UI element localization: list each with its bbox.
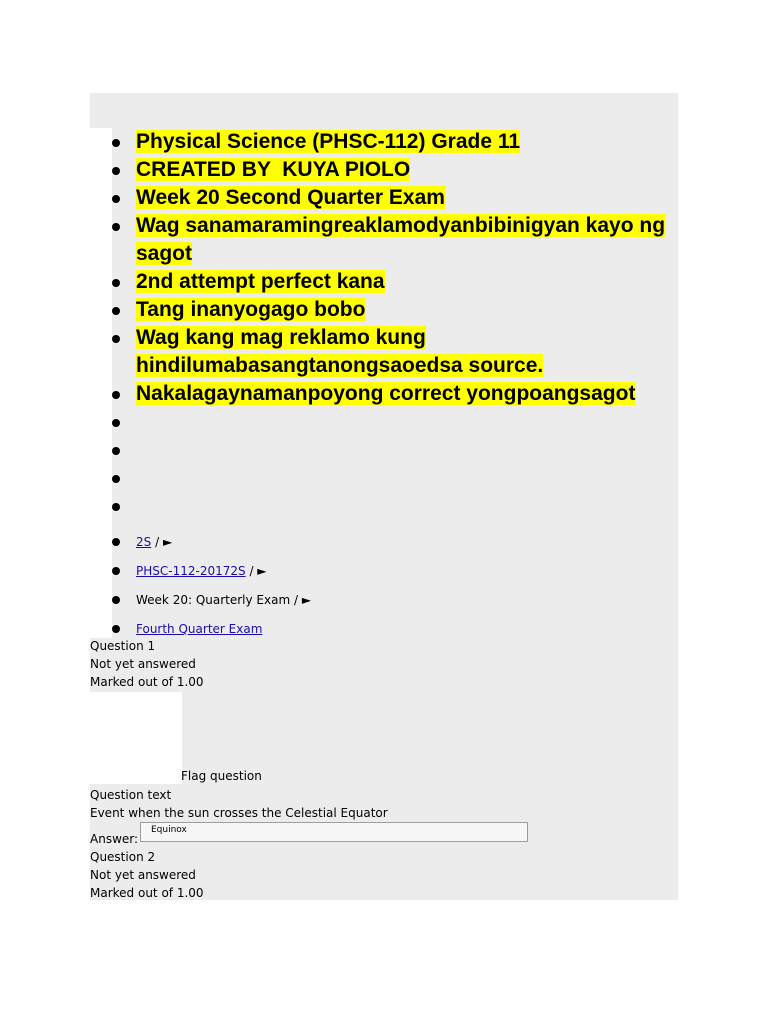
question-number: Question 2 [90,850,156,864]
bullet-icon [112,223,120,231]
breadcrumb-week: Week 20: Quarterly Exam / ► [136,593,312,607]
header-item: Wag kang mag reklamo kung hindilumabasangtanongsaoedsa source. [112,324,678,380]
bullet-icon [112,391,120,399]
header-item: Wag sanamaramingreaklamodyanbibinigyan kayo ng sagot [112,212,678,268]
breadcrumb-item [112,615,678,644]
header-item: Tang inanyogago bobo [112,296,678,324]
bullet-icon [112,567,120,575]
breadcrumb-link-exam[interactable]: Fourth Quarter Exam [136,622,263,636]
bullet-icon [112,167,120,175]
empty-item [112,464,678,492]
header-list [112,128,678,520]
left-margin-strip [90,128,112,638]
bullet-icon [112,475,120,483]
empty-item [112,436,678,464]
answer-label: Answer: [90,832,139,846]
header-item: CREATED BY KUYA PIOLO [112,156,678,184]
question-marks: Marked out of 1.00 [90,886,204,900]
bullet-icon [112,447,120,455]
bullet-icon [112,625,120,633]
breadcrumb-link-course[interactable]: 2S [136,535,152,549]
breadcrumb-item: PHSC-112-20172S / ► [112,557,678,586]
bullet-icon [112,335,120,343]
empty-item [112,492,678,520]
breadcrumb-item [112,586,678,615]
answer-input[interactable]: Equinox [140,822,528,842]
question-status: Not yet answered [90,868,196,882]
bullet-icon [112,279,120,287]
breadcrumb-link-subject[interactable]: PHSC-112-20172S [136,564,246,578]
question-number: Question 1 [90,639,156,653]
header-item: 2nd attempt perfect kana [112,268,678,296]
header-item: Physical Science (PHSC-112) Grade 11 [112,128,678,156]
empty-item [112,408,678,436]
bullet-icon [112,538,120,546]
bullet-icon [112,419,120,427]
question-text: Event when the sun crosses the Celestial Equator [90,806,388,820]
bullet-icon [112,195,120,203]
breadcrumb-item: 2S / ► [112,528,678,557]
question-marks: Marked out of 1.00 [90,675,204,689]
flag-question-button[interactable]: Flag question [181,769,262,783]
bullet-icon [112,503,120,511]
bullet-icon [112,139,120,147]
question-status: Not yet answered [90,657,196,671]
header-item: Week 20 Second Quarter Exam [112,184,678,212]
bullet-icon [112,596,120,604]
bullet-icon [112,307,120,315]
header-item: Nakalagaynamanpoyong correct yongpoangsagot [112,380,678,408]
breadcrumb [112,528,678,644]
blank-image-area [90,692,182,784]
question-text-label: Question text [90,788,172,802]
